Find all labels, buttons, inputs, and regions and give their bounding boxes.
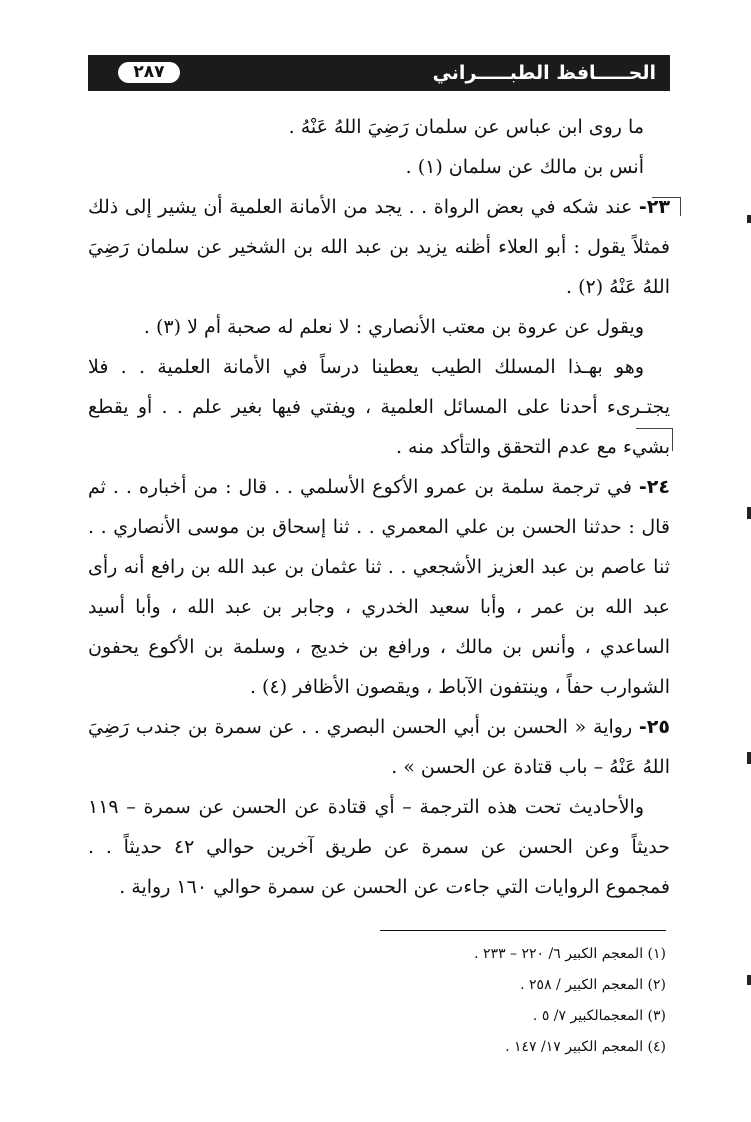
- paragraph-entry-23: [88, 187, 670, 307]
- paragraph-entry-25: [88, 707, 670, 787]
- footnote: (٢) المعجم الكبير / ٢٥٨ .: [520, 977, 666, 993]
- scan-mark: [747, 975, 751, 985]
- paragraph-text: رواية « الحسن بن أبي الحسن البصري . . عن سمرة بن جندب رَضِيَ اللهُ عَنْهُ – باب قتادة عن الحسن » .: [88, 716, 670, 778]
- footnote: (٤) المعجم الكبير ١٧/ ١٤٧ .: [505, 1039, 666, 1055]
- entry-number: ٢٥-: [638, 716, 670, 738]
- running-header: [88, 55, 670, 91]
- paragraph: والأحاديث تحت هذه الترجمة – أي قتادة عن الحسن عن سمرة – ١١٩ حديثاً وعن الحسن عن سمرة عن طريق آخرين حوالي ٤٢ حديثاً . . فمجموع الروايات التي جاءت عن الحسن عن سمرة حوالي ١٦٠ رواية .: [88, 796, 670, 898]
- footnotes: [380, 930, 666, 1063]
- scan-mark: [747, 215, 751, 223]
- margin-bracket: [652, 197, 681, 216]
- paragraph-entry-24: [88, 467, 670, 707]
- margin-bracket: [636, 428, 673, 451]
- entry-number: ٢٣-: [638, 196, 670, 218]
- scan-mark: [747, 752, 751, 764]
- entry-number: ٢٤-: [638, 476, 670, 498]
- paragraph: ويقول عن عروة بن معتب الأنصاري : لا نعلم له صحبة أم لا (٣) .: [143, 316, 644, 338]
- footnote: (١) المعجم الكبير ٦/ ٢٢٠ – ٢٣٣ .: [474, 946, 666, 962]
- main-text: [88, 107, 670, 907]
- page-number: ٢٨٧: [118, 62, 180, 83]
- footnote: (٣) المعجمالكبير ٧/ ٥ .: [532, 1008, 666, 1024]
- paragraph: وهو بهـذا المسلك الطيب يعطينا درساً في الأمانة العلمية . . فلا يجتـرىء أحدنا على المسائل العلمية ، ويفتي فيها بغير علم . . أو يقطع بشيء مع عدم التحقق والتأكد منه .: [88, 356, 670, 458]
- running-title: الحـــــافظ الطبـــــراني: [432, 62, 656, 84]
- paragraph: أنس بن مالك عن سلمان (١) .: [405, 156, 644, 178]
- paragraph: ما روى ابن عباس عن سلمان رَضِيَ اللهُ عَنْهُ .: [288, 116, 644, 138]
- paragraph-text: في ترجمة سلمة بن عمرو الأكوع الأسلمي . . قال : من أخباره . . ثم قال : حدثنا الحسن بن علي المعمري . . ثنا إسحاق بن موسى الأنصاري . . ثنا عاصم بن عبد العزيز الأشجعي . . ثنا عثمان بن عبد الله بن رافع أنه رأى عبد الله بن عمر ، وأبا سعيد الخدري ، وجابر بن عبد الله ، وأبا أسيد الساعدي ، وأنس بن مالك ، ورافع بن خديج ، وسلمة بن الأكوع يحفون الشوارب حفاً ، وينتفون الآباط ، ويقصون الأظافر (٤) .: [88, 476, 670, 698]
- paragraph-text: عند شكه في بعض الرواة . . يجد من الأمانة العلمية أن يشير إلى ذلك فمثلاً يقول : أبو العلاء أظنه يزيد بن عبد الله بن الشخير عن سلمان رَضِيَ اللهُ عَنْهُ (٢) .: [88, 196, 670, 298]
- scan-mark: [747, 507, 751, 519]
